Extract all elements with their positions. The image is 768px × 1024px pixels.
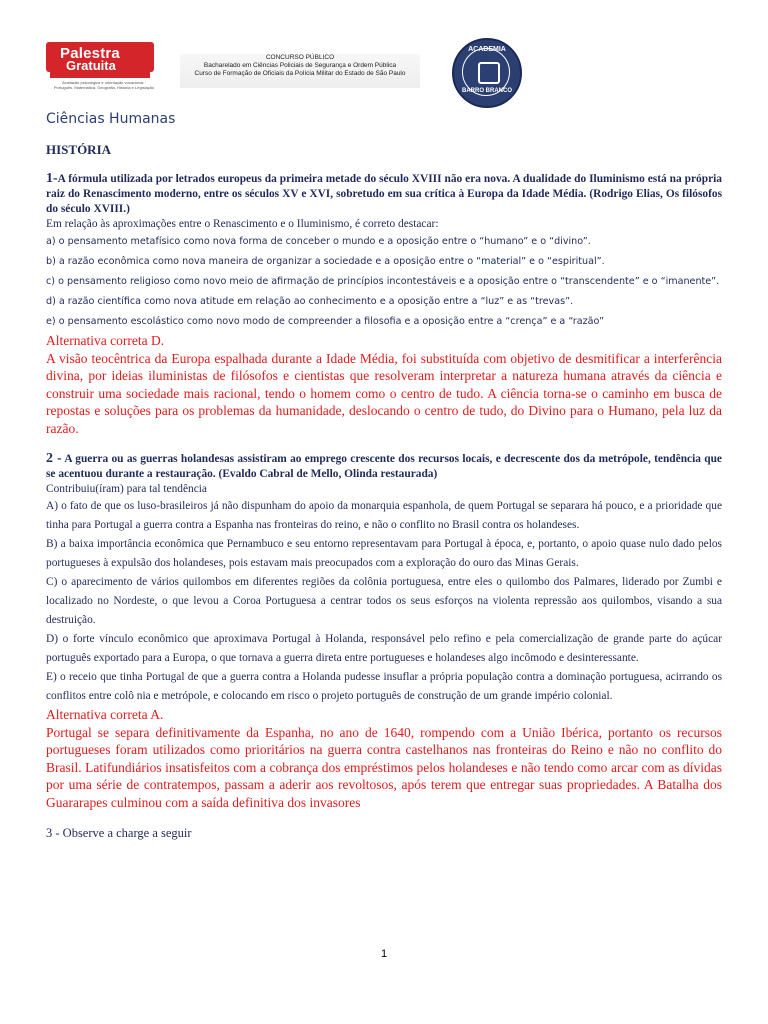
question-1-answer: Alternativa correta D.: [46, 333, 165, 348]
logo-word-gratuita: Gratuita: [66, 58, 116, 73]
subject-heading: HISTÓRIA: [46, 142, 112, 157]
logo-tagline: Avaliação psicológica e orientação vocacional · Português, Matemática, Geografia, História e Legislação: [53, 80, 155, 90]
palestra-gratuita-logo: [46, 42, 156, 100]
option-a: A) o fato de que os luso-brasileiros já não dispunham do apoio da monarquia espanhola, de quem Portugal se separara há pouco, e a prioridade que tinha para Portugal a guerra contra a Espanha nas fronteiras do reino, e não o conflito no Brasil contra os holandeses.: [46, 500, 722, 531]
page-number: 1: [380, 948, 388, 960]
question-number: 2 -: [46, 451, 62, 466]
seal-bottom-text: BARRO BRANCO: [462, 88, 512, 94]
question-2-explanation: Portugal se separa definitivamente da Espanha, no ano de 1640, rompendo com a União Ibérica, portanto os recursos portugueses foram utilizados como prioritários na guerra contra castelhanos nas fronteiras do Reino e não no conflito do Brasil. Latifundiários insatisfeitos com a cobrança dos empréstimos pelos holandeses e não tendo como arcar com as dívidas por uma série de contratempos, passam a aderir aos revoltosos, após terem que entregar suas propriedades. A Batalha dos Guararapes culminou com a saída definitiva dos invasores: [46, 724, 722, 810]
question-2-statement: [46, 451, 722, 482]
seal-emblem-icon: [478, 62, 500, 84]
option-d: D) o forte vínculo econômico que aproximava Portugal à Holanda, responsável pelo refino e pela comercialização de grande parte do açúcar português exportado para a Europa, o que tornava a guerra direta entre portugueses e holandeses algo incômodo e desinteressante.: [46, 633, 722, 664]
logo-word-palestra: Palestra: [60, 45, 120, 62]
question-number: 1-: [46, 171, 58, 186]
page-header: [0, 38, 768, 108]
document-body: [46, 142, 722, 842]
concurso-line: Bacharelado em Ciências Policiais de Segurança e Ordem Pública: [203, 62, 397, 69]
option-a: a) o pensamento metafísico como nova forma de conceber o mundo e a oposição entre o “humano” e o “divino”.: [46, 236, 591, 247]
question-2-answer: Alternativa correta A.: [46, 707, 164, 722]
concurso-line: Curso de Formação de Oficiais da Polícia Militar do Estado de São Paulo: [194, 70, 406, 77]
question-1-prompt: Em relação às aproximações entre o Renascimento e o Iluminismo, é correto destacar:: [46, 218, 439, 230]
concurso-banner: [180, 54, 420, 88]
question-2-prompt: Contribuiu(íram) para tal tendência: [46, 483, 207, 495]
option-c: c) o pensamento religioso como novo meio de afirmação de princípios incontestáveis e a oposição entre o “transcendente” e o “imanente”.: [46, 276, 720, 287]
option-e: E) o receio que tinha Portugal de que a guerra contra a Holanda pudesse insuflar a própria população contra a dominação portuguesa, acirrando os conflitos entre colô nia e metrópole, e colocando em risco o projeto português de construção de um grande império colonial.: [46, 671, 722, 702]
concurso-line: CONCURSO PÚBLICO: [265, 54, 335, 61]
option-b: B) a baixa importância econômica que Pernambuco e seu entorno representavam para Portugal à época, e, portanto, o apoio quase nulo dado pelos portugueses à expulsão dos holandeses, pois estavam mais preocupados com a exploração do ouro das Minas Gerais.: [46, 538, 722, 569]
academia-barro-branco-seal: [452, 38, 522, 108]
option-c: C) o aparecimento de vários quilombos em diferentes regiões da colônia portuguesa, entre eles o quilombo dos Palmares, liderado por Zumbi e localizado no Nordeste, o que levou a Coroa Portuguesa a centrar todos os seus esforços na violenta repressão aos quilombos, visando a sua destruição.: [46, 576, 722, 626]
question-3-statement: 3 - Observe a charge a seguir: [46, 826, 192, 840]
seal-top-text: ACADEMIA: [468, 46, 506, 53]
option-d: d) a razão científica como nova atitude em relação ao conhecimento e a oposição entre a “luz” e as “trevas”.: [46, 296, 574, 307]
question-text: A guerra ou as guerras holandesas assistiram ao emprego crescente dos recursos locais, e decrescente dos da metrópole, tendência que se acentuou durante a restauração. (Evaldo Cabral de Mello, Olinda restaurada): [46, 453, 722, 480]
section-title: Ciências Humanas: [46, 111, 176, 127]
option-b: b) a razão econômica como nova maneira de organizar a sociedade e a oposição entre o “material” e o “espiritual”.: [46, 256, 605, 267]
question-text: A fórmula utilizada por letrados europeus da primeira metade do século XVIII não era nova. A dualidade do Iluminismo está na própria raiz do Renascimento moderno, entre os séculos XV e XVI, sobretudo em sua crítica à Europa da Idade Média. (Rodrigo Elias, Os filósofos do século XVIII.): [46, 173, 722, 215]
option-e: e) o pensamento escolástico como novo modo de compreender a filosofia e a oposição entre a “crença” e a “razão”: [46, 316, 605, 327]
question-1-statement: [46, 171, 722, 217]
question-1-explanation: A visão teocêntrica da Europa espalhada durante a Idade Média, foi substituída com objetivo de desmitificar a interferência divina, por ideias iluministas de filósofos e cientistas que resolveram interpretar a natureza humana através da ciência e construir uma sociedade mais racional, tendo o homem como o centro de tudo. A ciência torna-se o caminho em busca de repostas e soluções para os problemas da humanidade, deslocando o centro de tudo, do Divino para o Humano, pela luz da razão.: [46, 350, 722, 436]
